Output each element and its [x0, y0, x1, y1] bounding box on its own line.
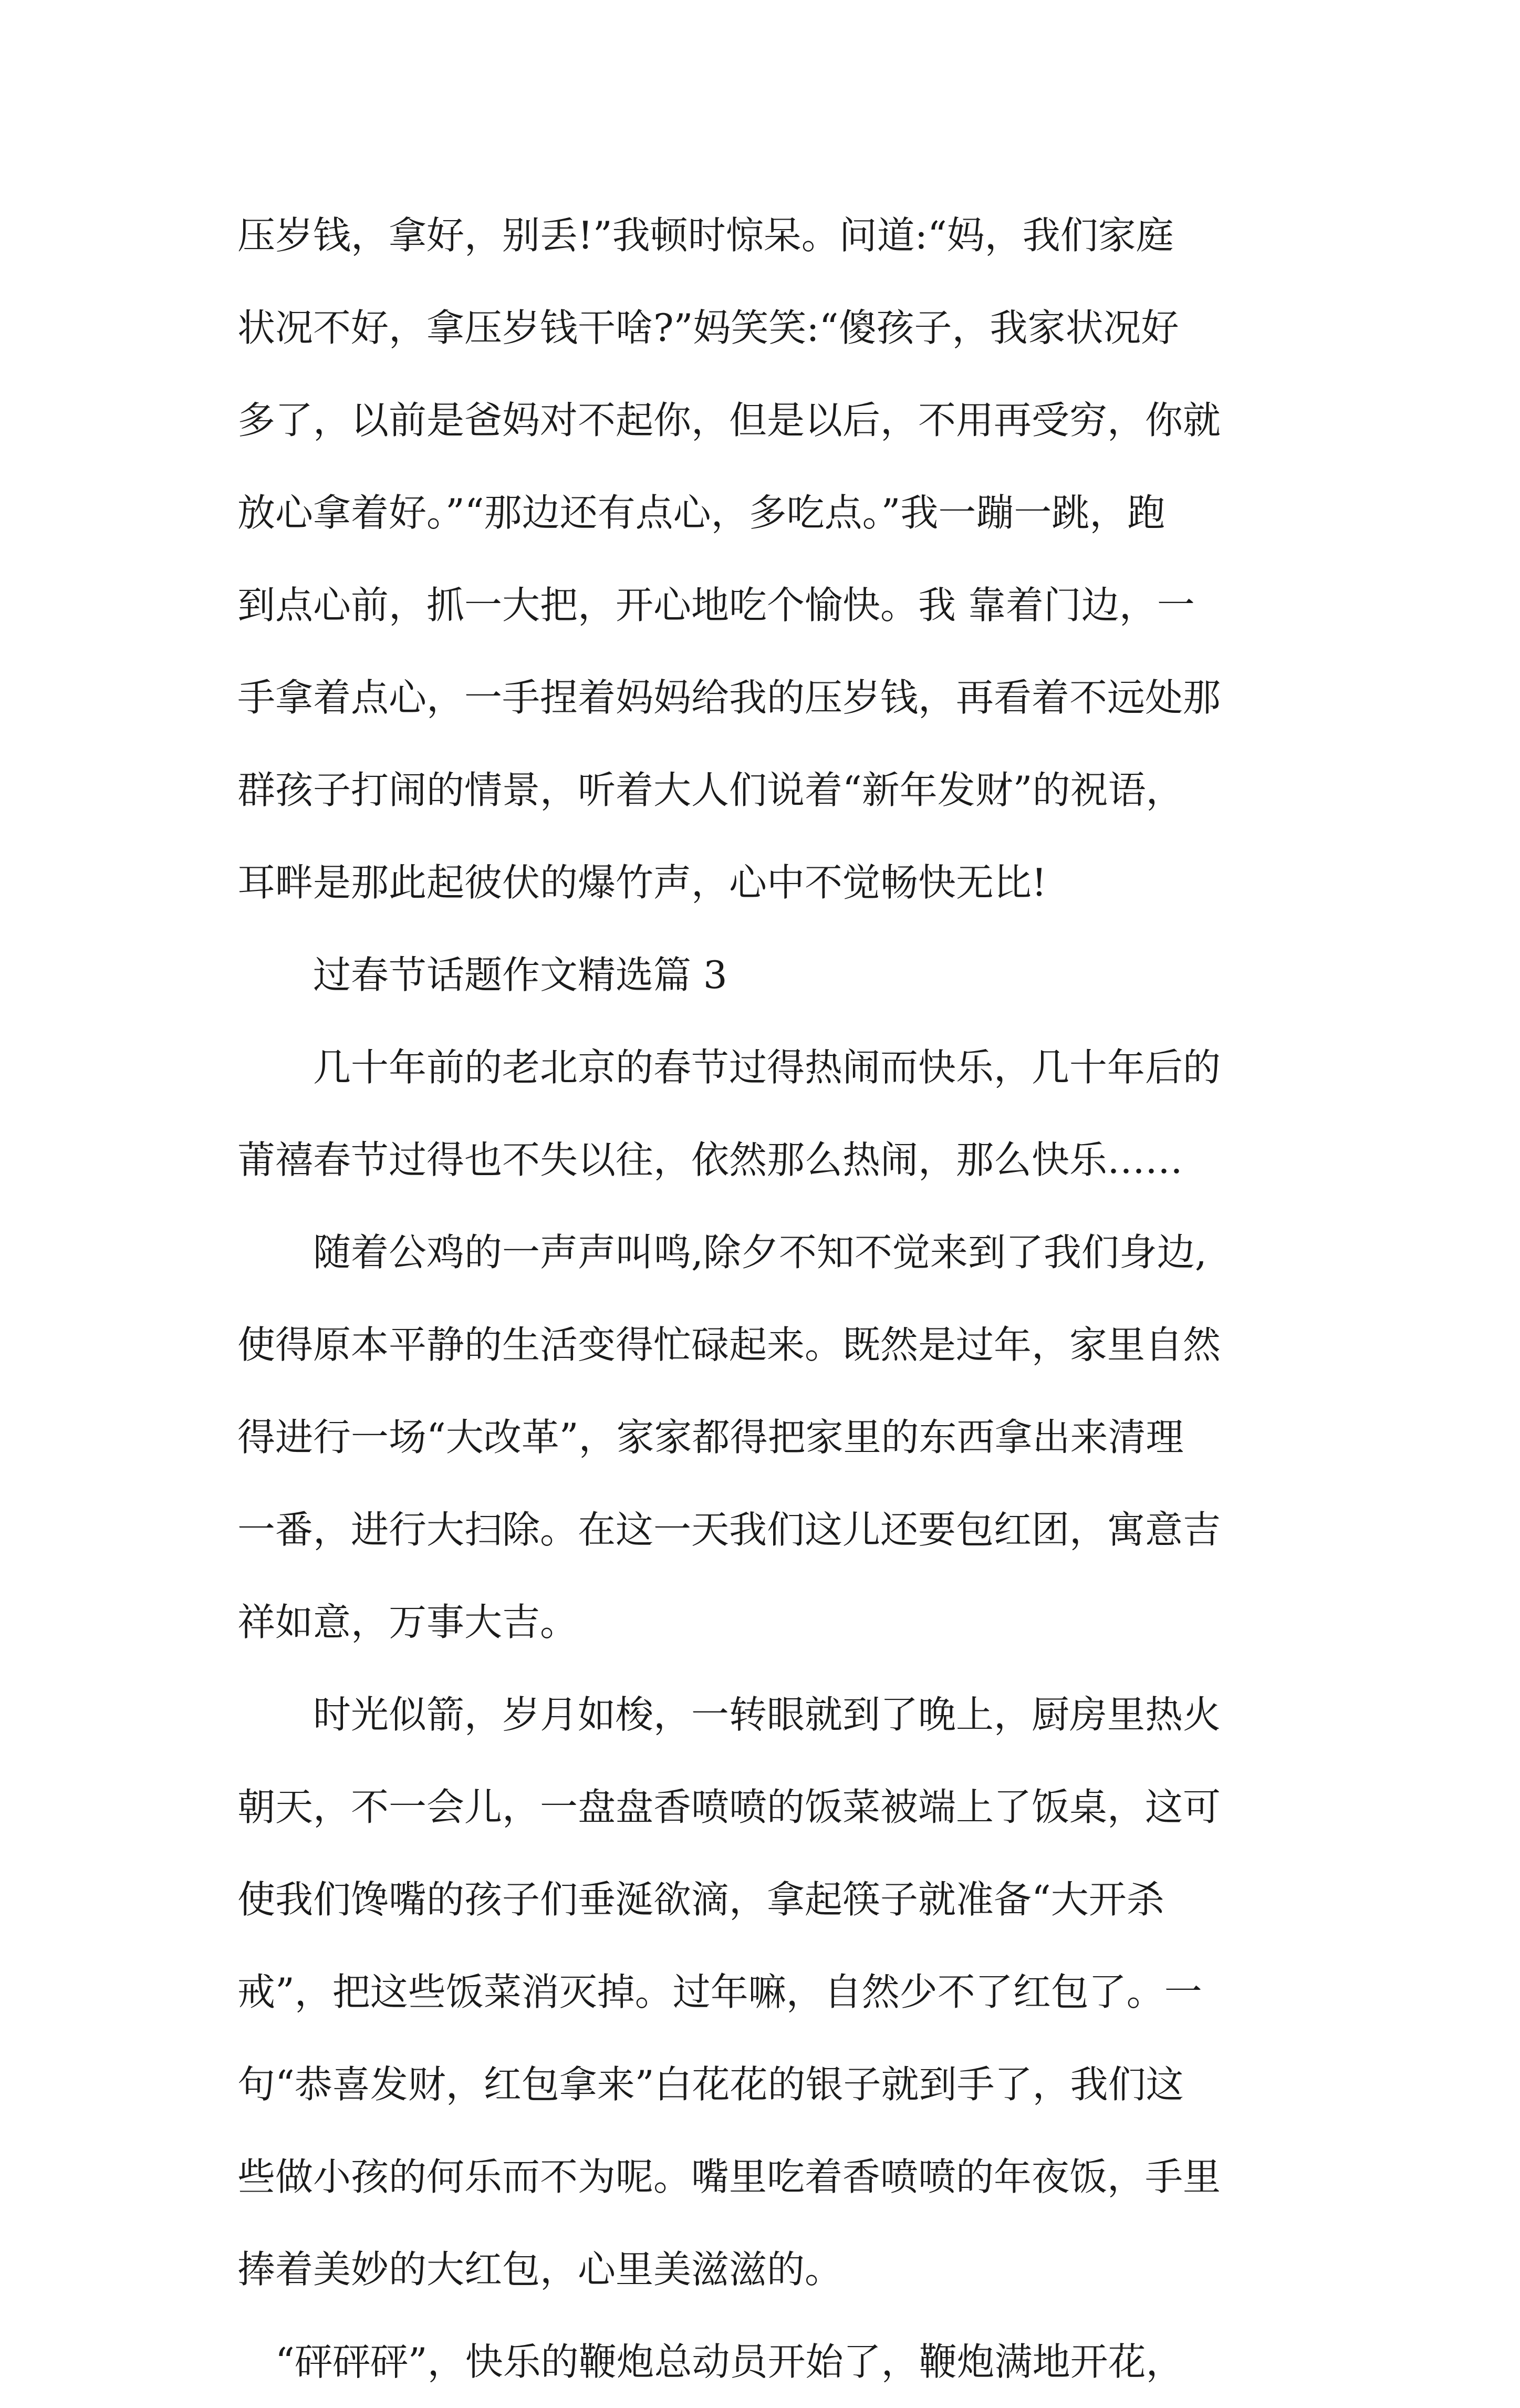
text-line: 戒”，把这些饭菜消灭掉。过年嘛，自然少不了红包了。一: [237, 1970, 1202, 2014]
text-line: 随着公鸡的一声声叫鸣,除夕不知不觉来到了我们身边,: [313, 1230, 1207, 1274]
text-line: 捧着美妙的大红包，心里美滋滋的。: [237, 2247, 843, 2291]
text-line: 祥如意，万事大吉。: [237, 1600, 578, 1644]
text-line: 时光似箭，岁月如梭，一转眼就到了晚上，厨房里热火: [313, 1693, 1221, 1737]
text-line: 莆禧春节过得也不失以往，依然那么热闹，那么快乐……: [237, 1138, 1183, 1182]
text-line: 到点心前，抓一大把，开心地吃个愉快。我 靠着门边，一: [237, 583, 1195, 627]
text-line: 群孩子打闹的情景，听着大人们说着“新年发财”的祝语，: [237, 768, 1184, 812]
text-line: 些做小孩的何乐而不为呢。嘴里吃着香喷喷的年夜饭，手里: [237, 2155, 1221, 2199]
text-line: 句“恭喜发财，红包拿来”白花花的银子就到手了，我们这: [237, 2062, 1184, 2106]
text-line: 耳畔是那此起彼伏的爆竹声，心中不觉畅快无比!: [237, 860, 1047, 905]
text-line: 放心拿着好。”“那边还有点心，多吃点。”我一蹦一跳，跑: [237, 491, 1165, 535]
text-line: 状况不好，拿压岁钱干啥?”妈笑笑:“傻孩子，我家状况好: [237, 306, 1179, 350]
text-line: 几十年前的老北京的春节过得热闹而快乐，几十年后的: [313, 1045, 1221, 1089]
text-line: 使我们馋嘴的孩子们垂涎欲滴，拿起筷子就准备“大开杀: [237, 1877, 1164, 1922]
section-heading: 过春节话题作文精选篇 3: [313, 953, 727, 997]
essay-body: [237, 189, 1309, 2408]
text-line: 得进行一场“大改革”，家家都得把家里的东西拿出来清理: [237, 1415, 1184, 1459]
text-line: 使得原本平静的生活变得忙碌起来。既然是过年，家里自然: [237, 1323, 1221, 1367]
text-line: 一番，进行大扫除。在这一天我们这儿还要包红团，寓意吉: [237, 1508, 1221, 1552]
text-line: 手拿着点心，一手捏着妈妈给我的压岁钱，再看着不远处那: [237, 676, 1221, 720]
text-line: 朝天，不一会儿，一盘盘香喷喷的饭菜被端上了饭桌，这可: [237, 1785, 1221, 1829]
text-line: “砰砰砰”，快乐的鞭炮总动员开始了，鞭炮满地开花，: [275, 2340, 1184, 2384]
text-line: 多了，以前是爸妈对不起你，但是以后，不用再受穷，你就: [237, 398, 1221, 442]
text-line: 压岁钱，拿好，别丢!”我顿时惊呆。问道:“妈，我们家庭: [237, 213, 1174, 257]
